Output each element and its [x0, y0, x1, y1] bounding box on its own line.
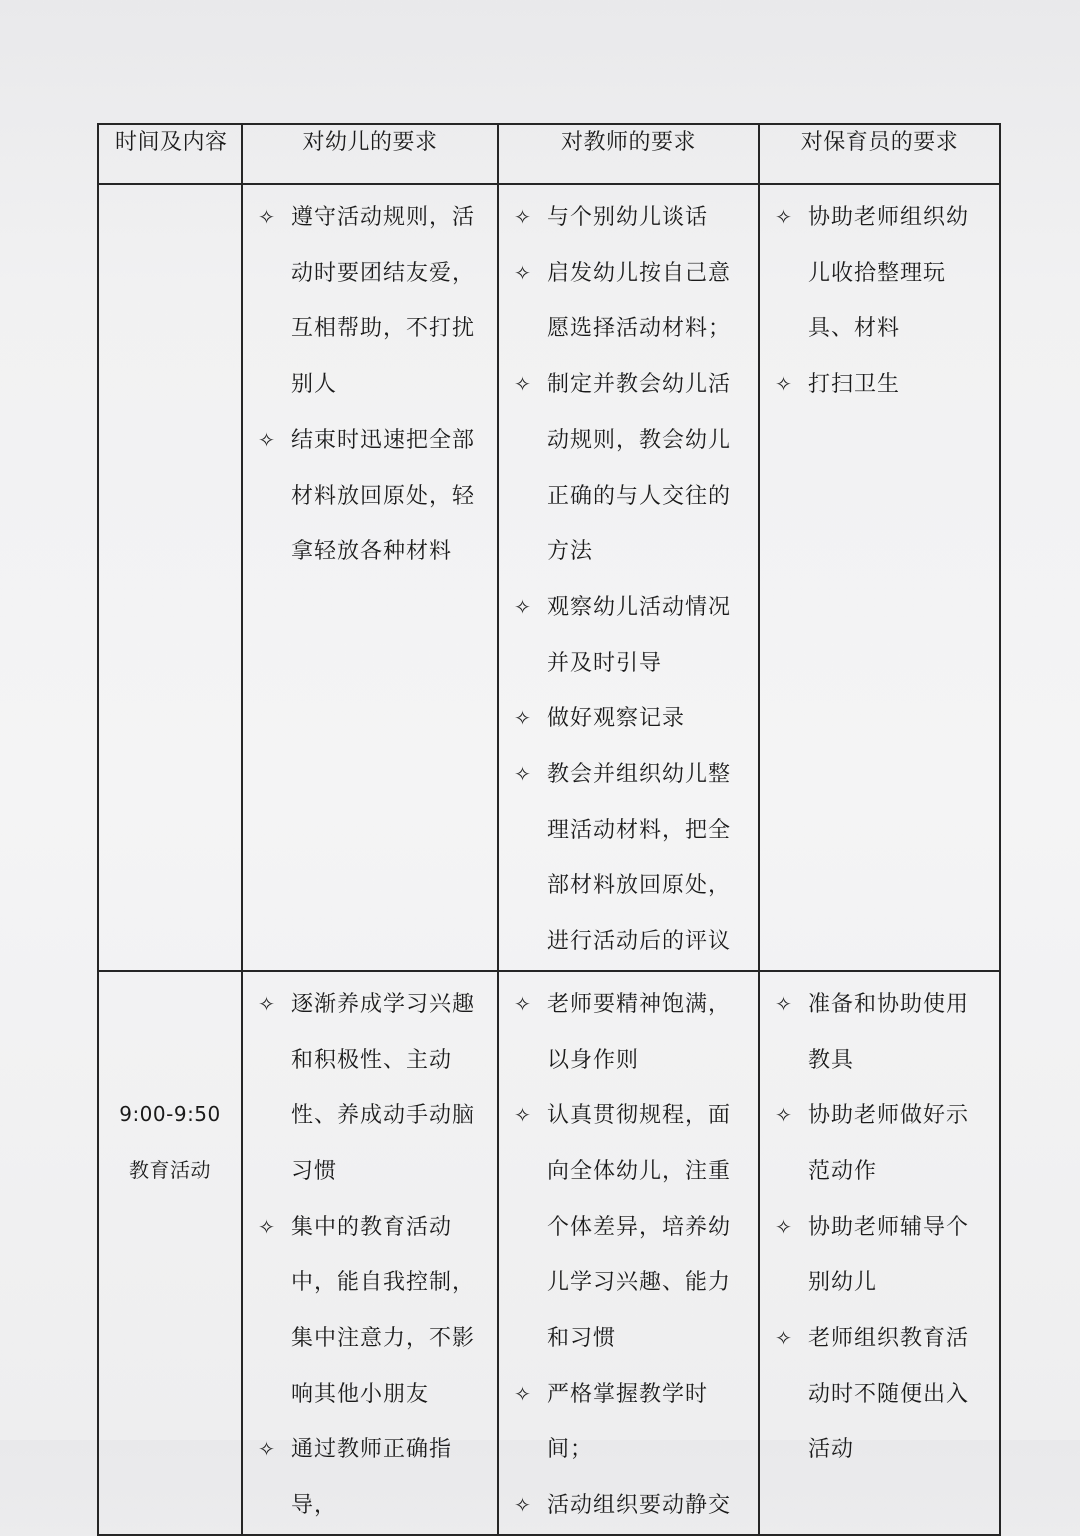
- requirement-text: 认真贯彻规程，面向全体幼儿，注重个体差异，培养幼儿学习兴趣、能力和习惯: [547, 1103, 732, 1352]
- time-range: 9:00-9:50: [119, 1101, 221, 1126]
- requirement-item: [772, 1311, 991, 1478]
- bullet-star-icon: ✧: [514, 991, 532, 1016]
- requirement-text: 活动组织要动静交: [547, 1493, 732, 1519]
- children-cell: [242, 184, 498, 971]
- requirement-item: [772, 977, 991, 1088]
- requirement-item: [255, 1200, 489, 1423]
- requirement-text: 启发幼儿按自己意愿选择活动材料；: [547, 260, 732, 342]
- children-list: [243, 185, 497, 580]
- bullet-star-icon: ✧: [775, 205, 793, 229]
- bullet-star-icon: ✧: [514, 594, 532, 619]
- requirement-item: [772, 190, 991, 357]
- bullet-star-icon: ✧: [258, 1214, 276, 1239]
- bullet-star-icon: ✧: [258, 1437, 276, 1462]
- requirement-text: 结束时迅速把全部材料放回原处，轻拿轻放各种材料: [291, 427, 476, 565]
- bullet-star-icon: ✧: [775, 1214, 793, 1239]
- bullet-star-icon: ✧: [514, 1103, 532, 1128]
- bullet-star-icon: ✧: [514, 260, 532, 285]
- activity-name: 教育活动: [129, 1157, 211, 1182]
- requirement-text: 做好观察记录: [547, 706, 686, 732]
- bullet-star-icon: ✧: [775, 372, 793, 397]
- bullet-star-icon: ✧: [775, 1326, 793, 1351]
- caregiver-cell: [759, 184, 1000, 971]
- caregiver-list: [760, 185, 999, 413]
- daily-schedule-table: [97, 123, 1001, 1536]
- requirement-text: 集中的教育活动中，能自我控制，集中注意力，不影响其他小朋友: [291, 1214, 476, 1407]
- teacher-list: [499, 972, 758, 1534]
- requirement-text: 教会并组织幼儿整理活动材料，把全部材料放回原处，进行活动后的评议: [547, 762, 732, 955]
- requirement-item: [511, 747, 750, 970]
- table-row: [98, 184, 1000, 971]
- header-time-content: 时间及内容: [98, 124, 242, 184]
- header-row: [98, 124, 1000, 184]
- requirement-item: [511, 977, 750, 1088]
- requirement-text: 准备和协助使用教具: [808, 991, 970, 1073]
- requirement-item: [511, 357, 750, 580]
- requirement-text: 遵守活动规则，活动时要团结友爱，互相帮助，不打扰别人: [291, 205, 476, 398]
- teacher-list: [499, 185, 758, 970]
- requirement-text: 老师要精神饱满，以身作则: [547, 991, 732, 1073]
- header-children-requirements: 对幼儿的要求: [242, 124, 498, 184]
- requirement-text: 通过教师正确指导，: [291, 1437, 453, 1519]
- bullet-star-icon: ✧: [258, 427, 276, 452]
- requirement-item: [511, 1367, 750, 1478]
- requirement-text: 打扫卫生: [808, 372, 901, 398]
- caregiver-cell: [759, 971, 1000, 1535]
- caregiver-list: [760, 972, 999, 1478]
- bullet-star-icon: ✧: [514, 762, 532, 787]
- requirement-text: 逐渐养成学习兴趣和积极性、主动性、养成动手动脑习惯: [291, 991, 476, 1184]
- header-caregiver-requirements: 对保育员的要求: [759, 124, 1000, 184]
- bullet-star-icon: ✧: [258, 205, 276, 229]
- requirement-item: [255, 413, 489, 580]
- requirement-item: [772, 1200, 991, 1311]
- requirement-text: 观察幼儿活动情况并及时引导: [547, 594, 732, 676]
- children-list: [243, 972, 497, 1534]
- table-row: [98, 971, 1000, 1535]
- bullet-star-icon: ✧: [514, 205, 532, 229]
- teacher-cell: [498, 971, 759, 1535]
- bullet-star-icon: ✧: [775, 991, 793, 1016]
- requirement-text: 协助老师组织幼儿收拾整理玩具、材料: [808, 205, 970, 342]
- requirement-item: [772, 1088, 991, 1199]
- bullet-star-icon: ✧: [775, 1103, 793, 1128]
- header-teacher-requirements: 对教师的要求: [498, 124, 759, 184]
- requirement-item: [511, 1088, 750, 1367]
- requirement-item: [511, 190, 750, 246]
- requirement-item: [511, 1478, 750, 1534]
- bullet-star-icon: ✧: [514, 1493, 532, 1518]
- requirement-item: [255, 1422, 489, 1533]
- bullet-star-icon: ✧: [514, 1381, 532, 1406]
- children-cell: [242, 971, 498, 1535]
- requirement-item: [511, 691, 750, 747]
- requirement-item: [511, 246, 750, 357]
- requirement-item: [255, 190, 489, 413]
- requirement-text: 协助老师做好示范动作: [808, 1103, 970, 1184]
- requirement-text: 与个别幼儿谈话: [547, 205, 709, 230]
- requirement-item: [255, 977, 489, 1200]
- requirement-text: 老师组织教育活动时不随便出入活动: [808, 1326, 970, 1463]
- teacher-cell: [498, 184, 759, 971]
- requirement-text: 严格掌握教学时间；: [547, 1381, 709, 1463]
- bullet-star-icon: ✧: [514, 706, 532, 731]
- time-cell: [98, 971, 242, 1535]
- time-cell: [98, 184, 242, 971]
- requirement-item: [772, 357, 991, 413]
- requirement-text: 协助老师辅导个别幼儿: [808, 1214, 970, 1296]
- requirement-item: [511, 580, 750, 691]
- bullet-star-icon: ✧: [258, 991, 276, 1016]
- requirement-text: 制定并教会幼儿活动规则，教会幼儿正确的与人交往的方法: [547, 372, 732, 565]
- bullet-star-icon: ✧: [514, 372, 532, 397]
